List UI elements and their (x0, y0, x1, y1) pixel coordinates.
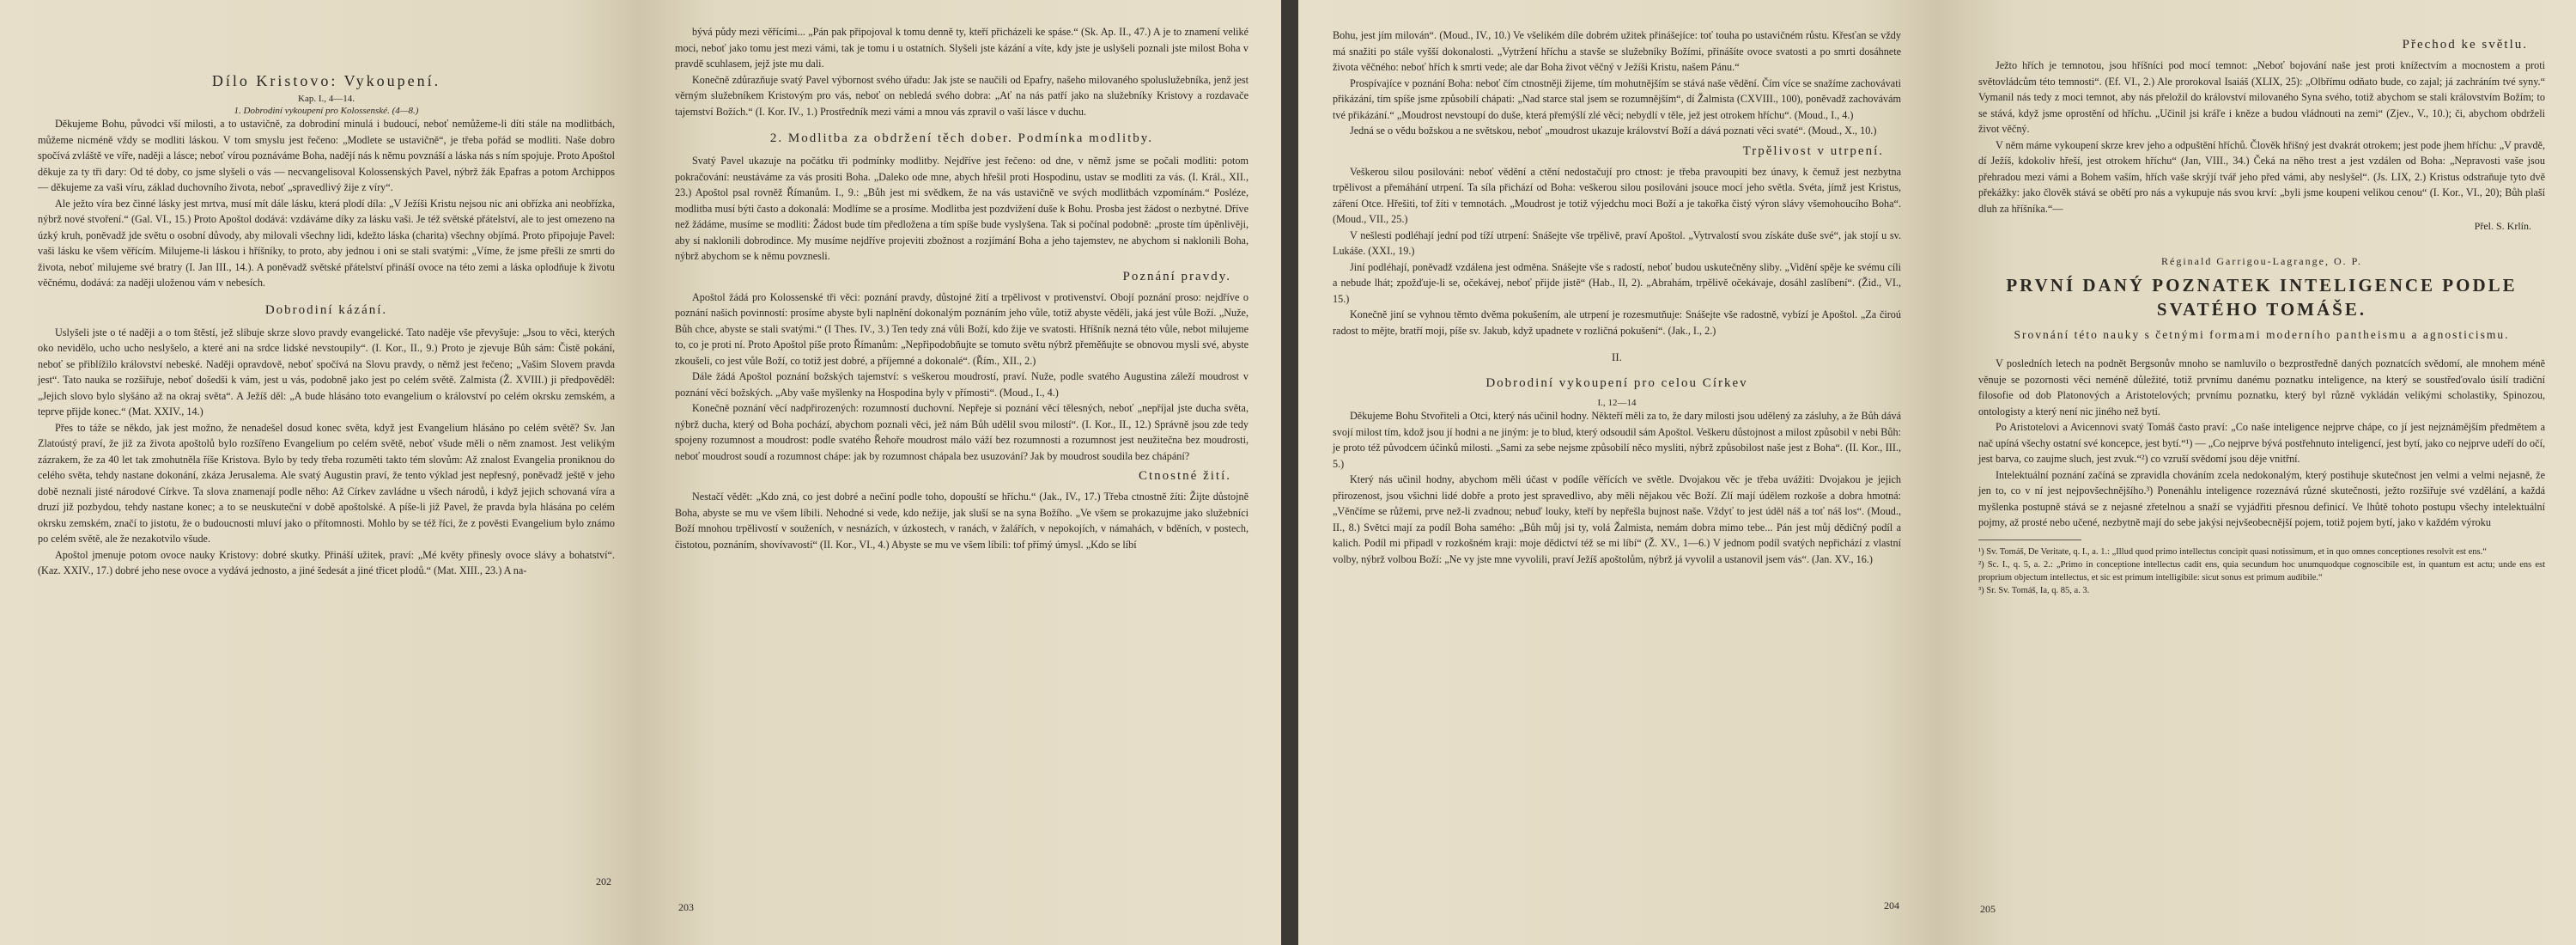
page-202 (0, 0, 641, 945)
section-heading: Poznání pravdy. (1122, 269, 1231, 284)
section-heading: Dobrodiní kázání. (264, 302, 388, 317)
section-heading: Ctnostné žití. (1139, 469, 1231, 483)
paragraph: Konečně poznání věcí nadpřirozených: rozumností duchovní. Nepřeje si poznání věcí tělesných, neboť „nepříjal jste ducha světa, nýbrž ducha, který od Boha pochází, abychom poznali věci, jež nám Bůh udělil svou milostí“. (I. Kor., II., 12.) Správně jsou zde tedy spojeny rozumnost a moudrost: podle svatého Řehoře moudrost málo váží bez rozumnosti a rozumnost jest neužitečna bez moudrosti, neboť moudrost soudí a rozumnost chápe: jak by rozumnost chápala bez usuzování? Jak by moudrost soudila bez chápání? (675, 402, 1249, 462)
article-author: Réginald Garrigou-Lagrange, O. P. (2161, 255, 2362, 267)
paragraph: Bohu, jest jím milován“. (Moud., IV., 10.) Ve všelikém díle dobrém užitek přinášejíce: toť touha po ustavičném růstu. Křesťan se vždy má snažiti po stále vyšší dokonalosti. „Vytržení hříchu a stavše se služebníky Božími, přinášíte ovoce svatosti a po smrti dosáhnete života věčného: neboť hřích k smrti vede; ale dar Boha život věčný v Ježíši Kristu, našem Pánu.“ (1333, 29, 1901, 73)
paragraph: Uslyšeli jste o té naději a o tom štěstí, jež slibuje skrze slovo pravdy evangelické. Tato naděje vše převyšuje: „Jsou to věci, kterých oko nevidělo, ucho ucho neslyšelo, a které ani na srdce lidské nevstoupily“. (I. Kor., II., 9.) Proto je zjevuje Bůh sám: Čistě pokání, neboť se přiblížilo království nebeské. Naději opravdově, neboť spočívá na Slovu pravdy, o němž jest řečeno; „Vašim Slovem pravda jest“. Tato nauka se rozšiřuje, neboť došedši k vám, jest u vás, podobně jako jest po celém světě. Zalmista (Ž. XVIII.) ji předpověděl: „Jejich slovo bylo slyšáno až na okraj světa“. A Ježíš děl: „A bude hlásáno toto evangelium o království po celém okrsku zemském, a teprve přijde konec.“ (Mat. XXIV., 14.) (38, 326, 615, 418)
paragraph: Veškerou silou posilováni: neboť vědění a ctění nedostačují pro ctnost: je třeba pravoupiti bez únavy, k čemuž jest nezbytna trpělivost a přemáhání utrpení. Ta síla přichází od Boha: veškerou silou posilováni jsouce mocí jeho světla. Svéta, jímž jest Kristus, záření Otce. Hřešiti, tof žíti v temnotách. „Moudrost je totiž výjedchu moci Boží a je takořka čistý výron slávy všemohoucího Boha“. (Moud., VII., 25.) (1333, 165, 1901, 225)
chapter-reference: Kap. I., 4—14. (298, 94, 355, 104)
paragraph: Apoštol jmenuje potom ovoce nauky Kristovy: dobré skutky. Přináší užitek, praví: „Mé květy přinesly ovoce slávy a bohatství“. (Kaz. XXIV., 17.) dobré jeho nese ovoce a vydává jednosto, a jiné šedesát a jiné třicet plodů.“ (Mat. XIII., 23.) A na- (38, 548, 615, 576)
page-202-content (38, 72, 615, 579)
paragraph: Jedná se o vědu božskou a ne světskou, neboť „moudrost ukazuje království Boží a dává poznati věci svaté“. (Moud., X., 10.) (1350, 125, 1877, 137)
paragraph: Intelektuální poznání začíná se zpravidla chováním zcela nedokonalým, který postihuje skutečnost jen velmi a velmi nejasně, že jen to, co v ní jest nejpovšechnějšího.³) Ponenáhlu inteligence rozeznává různé skutečnosti, ježto rozšiřuje své vzdělání, a každá myšlenka postupně stává se z nejasné zřetelnou a snaží se vyjádřiti přesnou definicí. Ve lhůtě tohoto postupu všechy intelektuální pojmy, až prosté nebo učené, nezbytně mají do sebe jakýsi nejvšeobecnější pojem, totiž pojem bytí, jako v každém výroku (1978, 468, 2545, 528)
section-reference: I., 12—14 (1597, 398, 1637, 408)
paragraph: Apoštol žádá pro Kolossenské tři věci: poznání pravdy, důstojné žití a trpělivost v protivenství. Obojí poznání proso: nejdříve o poznání našich povinností: prosíme abyste byli naplnění dokonalým poznáním jeho vůle, totiž abyste věděli, jaká jest vůle Boží. „Nuže, Bůh chce, abyste se stali svatými.“ (I Thes. IV., 3.) Ten tedy zná vůli Boží, kdo žije ve svatosti. Hříšník nezná této vůle, nebot milujeme to, co je proti ní. Proto Apoštol píše proto Římanům: „Nepřipodobňujte se tomuto světu nýbrž přeměňujte se obnovou mysli své, abyste zkoušeli, co jest vůle Boží, co totiž jest dobré, a příjemné a dokonalé“. (Řím., XII., 2.) (675, 290, 1249, 367)
chapter-title: Dílo Kristovo: Vykoupení. (211, 72, 441, 89)
paragraph: Nestačí vědět: „Kdo zná, co jest dobré a nečiní podle toho, dopouští se hříchu.“ (Jak., IV., 17.) Třeba ctnostně žíti: Žijte důstojně Boha, abyste se mu ve všem líbili. Nehodné si vede, kdo nežije, jak sluší se na syna Božího. „Ve všem se prokazujme jako služebníci Boží mnohou trpělivostí v souženích, v nesnázích, v úzkostech, v ranách, v žalářích, v nepokojích, v námahách, v bděních, v postech, čistotou, poznáním, shovívavostí“ (II. Kor., VI., 4.) Abyste se mu ve všem líbili: tof přímý úmysl. „Kdo se líbí (675, 491, 1249, 551)
paragraph: Ale ježto víra bez činné lásky jest mrtva, musí mít dále lásku, která plodí díla: „V Ježíši Kristu nejsou nic ani obřízka ani neobřízka, nýbrž nové stvoření.“ (Gal. VI., 15.) Proto Apoštol dodává: vzdáváme díky za lásku vaši. Je též světské přátelství, ale to jest omezeno na úzký kruh, poněvadž jde světu o osobní důvody, aby milovali všechny lidi, kdežto láska (charita) všechny objímá. Proto připojuje Pavel: vaši lásku ke všem věřícím. Milujeme-li láskou i hříšníky, to proto, aby jednou i oni se stali svatými: „Víme, že jsme přešli ze smrti do života, neboť milujeme své bratry (I. Jan III., 14.). A poněvadž světské přátelství přináší ovoce na této zemi a láska oplodňuje k životu věčnému, dodává: za naději uloženou vám v nebesích. (38, 197, 615, 289)
paragraph: bývá půdy mezi věřícími... „Pán pak připojoval k tomu denně ty, kteří přicházeli ke spáse.“ (Sk. Ap. II., 47.) A je to znamení veliké moci, neboť jako tomu jest mezi vámi, tak je tomu i u ostatních. Slyšeli jste kázání a víte, kdy jste je uslyšeli poznali jste milost Boha v pravdě scuhlasem, jejž jste mu dali. (675, 26, 1249, 70)
right-spread (1298, 0, 2576, 945)
footnote: ¹) Sv. Tomáš, De Veritate, q. I., a. 1.: „Illud quod primo intellectus concipit quasi notissimum, et in quo omnes conceptiones resolvit est ens.“ (1978, 546, 2487, 557)
paragraph: Ježto hřích je temnotou, jsou hříšníci pod mocí temnot: „Neboť bojování naše jest proti knížectvím a mocnostem a proti světovládcům této temnosti“. (Ef. VI., 2.) Ale prorokoval Isaiáš (XLIX, 25): „Olbřímu odňato bude, co zajal; já zachráním tvé syny.“ Vymanil nás tedy z moci temnot, aby nás přeložil do království milovaného Syna svého, totiž abychom se stali královstvím Božím; to se stává, když jsme oprostění od hříchu. „Učinil jsi kráľe i kněze a budou vládnouti na zemi“ (Zjev., V., 10.); či, abychom obdrželi život věčný. (1978, 59, 2545, 135)
paragraph: Svatý Pavel ukazuje na počátku tři podmínky modlitby. Nejdříve jest řečeno: od dne, v němž jsme se počali modliti: potom pokračování: neustáváme za vás prositi Boha. „Daleko ode mne, abych hřešil proti Hospodinu, ustav se modliti za vás. (I. Král., XII., 23.) Apoštol psal rovněž Římanům. I., 9.: „Bůh jest mi svědkem, že na vás ustavičně ve svých modlitbách vzpomínám.“ Posléze, modlitba musí býti často a dokonalá: Modlíme se a prosíme. Modlitba jest pozdvižení duše k Bohu. Prosba jest žádost o nezbytné. Dříve než žádáme, musíme se modliti: Žádost bude tím předložena a tím spíše bude vyslyšena. Tak si počínal podobně: „proste tím úpěnlivěji, aby si naklonili dobrodince. My musíme nejdříve projeviti zbožnost a rozjímání Boha a jeho tajemstev, ne abychom si naklonili Boha, nýbrž abychom se k němu povznesli. (675, 155, 1249, 262)
paragraph: Děkujeme Bohu, původci vší milosti, a to ustavičně, za dobrodiní minulá i budoucí, neboť nemůžeme-li díti stále na modlitbách, můžeme nicméně vždy se modliti láskou. V tom smyslu jest řečeno: „Modlete se ustavičně“, je třeba pořád se modliti. Naše dobro spočívá zvláště ve víře, naději a lásce; neboť vírou poznáváme Boha, nadějí nás k němu povznáší a láska nás s ním spojuje. Proto Apoštol děkuje za ty tři dary: Od té doby, co jsme slyšeli o vás — necvangelisoval Kolossenských Pavel, nýbrž žák Epafras a potom Archippos — děkujeme za vaši víru, základ duchovního života, neboť „spravedlivý žije z víry“. (38, 118, 615, 193)
page-204-content (1333, 27, 1901, 567)
section-heading: 2. Modlitba za obdržení těch dober. Podmínka modlitby. (769, 131, 1154, 145)
article-subtitle: Srovnání této nauky s četnými formami moderního pantheismu a agnosticismu. (2014, 328, 2510, 341)
part-number: II. (1612, 351, 1622, 363)
paragraph: Přes to táže se někdo, jak jest možno, že nenadešel dosud konec světa, když jest Evangelium hlásáno po celém světě? Sv. Jan Zlatoústý praví, že již za života apoštolů bylo rozšířeno Evangelium po celém světě, neboť všude měli o něm znamost. Jest velikým zázrakem, že za 40 let tak zmohutněla říše Kristova. Bylo by tedy třeba rozuměti takto tém slovům: Až znalost Evangelia proniknou do celého světa, tehdy nastane dokonání, zkáza Jerusalema. Ale svatý Augustin praví, že tento výklad jest nepřesný, poněvadž ještě v jeho době neznali jisté národové Církve. Ta slova znamenají podle něho: Až Církev zavládne u všech národů, i když jejich schovaná víra a druzí již pozbydou, tehdy nastane konec; a to se neuskuteční v době apoštolské. A píše-li již Pavel, že pravda byla hlásána po celém okrsku zemském, značí to jistotu, že o budoucnosti mluví jako o přítomnosti. Mohlo by se též říci, že z pověsti Evangelium bylo známo po celém světě, ale že nezakotvilo všude. (38, 421, 615, 545)
page-number: 204 (1884, 899, 1899, 911)
page-number: 203 (678, 901, 694, 913)
gutter (1281, 0, 1298, 945)
paragraph: Konečně jiní se vyhnou těmto dvěma pokušením, ale utrpení je rozesmutňuje: Snášejte vše radostně, vybízí je Apoštol. „Za čiroú radost to mějte, bratří moji, píše sv. Jakub, když upadnete v rozličná pokušení“. (Jak., I., 2.) (1333, 308, 1901, 337)
page-203 (641, 0, 1281, 945)
page-number: 202 (596, 875, 611, 887)
footnote: ²) Sc. I., q. 5, a. 2.: „Primo in conceptione intellectus cadit ens, quia secundum hoc unumquodque cognoscibile est, in quantum est actu; unde ens est proprium objectum intellectus, et sic est primum intelligibile: sicut sonus est primum audibile.“ (1978, 559, 2545, 582)
paragraph: V něm máme vykoupení skrze krev jeho a odpuštění hříchů. Člověk hřišný jest dvakrát otrokem; jest pode jhem hříchu: „V pravdě, dí Ježíš, kdokoliv hřeší, jest otrokem hříchu“ (Jan, VIII., 34.) Čeká na něho trest a jest vzdálen od Boha: „Nepravosti vaše jsou přehradou mezi vámi a Bohem vaším, hřích vaše skrýjí tvář jeho před vámi, aby neslyšel“. (Js. LIX, 2.) Kristus odstraňuje tyto dvě překážky: jako člověk stává se obětí pro nás a vykupuje nás svou krví: „byli jsme koupeni velikou cenou“ (I. Kor., VI., 20); Bůh plaší dluh za hříšníka.“— (1978, 138, 2545, 215)
paragraph: Který nás učinil hodny, abychom měli účast v podíle věřících ve světle. Dvojakou věc je třeba uvážiti: Dvojakou je jejich přirozenost, jsou všichni lidé dobře a proto jest spravedlivo, aby měli nějakou věc Boží. Zlí mají údělem rozkoše a dobra hmotná: „Věnčíme se růžemi, prve než-li zvadnou; nebuď louky, kteří by nepřešla bujnost naše. Vždyť to jest úděl náš a toť náš los“. (Moud., II., 8.) Světci mají za podíl Boha samého: „Bůh můj jsi ty, volá Žalmista, nemám dobra mimo tebe... Pán jest můj dědičný podíl a kalich. Podíl mi připadl v rozkošném kraji: moje dědictví též se mi líbí“ (Ž. XV., 1—6.) V jednom podíl svatých nepřichází z vlastní volby, nýbrž volbou Boží: „Ne vy jste mne vyvolili, praví Ježíš apoštolům, nýbrž já vyvolil a ustanovil jsem vás“. (Jan. XV., 16.) (1333, 473, 1901, 565)
paragraph: V nešlesti podléhají jední pod tíží utrpení: Snášejte vše trpělivě, praví Apoštol. „Vytrvalostí svou získáte duše své“, jak stojí u sv. Lukáše. (XXI., 19.) (1333, 229, 1901, 257)
page-number: 205 (1980, 903, 1996, 915)
paragraph: Konečně zdůrazňuje svatý Pavel výbornost svého úřadu: Jak jste se naučili od Epafry, našeho milovaného spoluslužebníka, jenž jest věrným služebníkem Kristovým pro vás, neboť on nebledá svého dobra: „Ať na nás patří jako na služebníky Kristovy a rozdavače tajemství Božích.“ (I. Kor. IV., 1.) Prostředník mezi vámi a mnou vás zpravil o vaší lásce v duchu. (675, 73, 1249, 118)
paragraph: V posledních letech na podnět Bergsonův mnoho se namluvilo o bezprostředně daných poznatcích svědomí, ale mnohem méně věnuje se pozornosti věci neméně důležité, totiž prvnímu danému poznatku inteligence, na který se soustřeďovalo úsilí tradiční filosofie od dob Platonových a Aristotelových; prvnímu poznatku, který byl různě vykládán velikými scholastiky, Spinozou, ontologisty a který není nic jiného než bytí. (1978, 357, 2545, 418)
paragraph: Po Aristotelovi a Avicennovi svatý Tomáš často praví: „Co naše inteligence nejprve chápe, co jí jest nejznámějším předmětem a nač upíná všechy ostatní své koncepce, jest bytí.“¹) — „Co nejprve bývá postřehnuto inteligencí, jest bytí, jako co nejprve udeří do očí, jest barva, co zaujme sluch, jest zvuk.“²) co vzruší svědomí jsou děje vnitřní. (1978, 421, 2545, 465)
page-205 (1939, 0, 2576, 945)
paragraph: Děkujeme Bohu Stvořiteli a Otci, který nás učinil hodny. Někteří měli za to, že dary milosti jsou udělený za zásluhy, a že Bůh dává svojí milost tím, kdož jsou jí hodni a ne jiným: je to blud, který odsoudil sám Apoštol. Veškeru důstojnost a milost způsobil v nebi Bůh: je proto též původcem účinků milosti. „Sami za sebe nejsme způsobilí něco mysliti, nýbrž způsobilost naše jest z Boha“. (II. Kor., III., 5.) (1333, 410, 1901, 470)
section-heading: Dobrodiní vykoupení pro celou Církev (1485, 376, 1748, 390)
section-heading: Trpělivost v utrpení. (1742, 143, 1884, 158)
left-spread (0, 0, 1281, 945)
paragraph: Jiní podléhají, poněvadž vzdálena jest odměna. Snášejte vše s radostí, neboť budou uskutečněny sliby. „Vidění spěje ke svému cíli a nebude lhát; zpožďuje-li se, očekávej, neboť přijde jistě“ (Hab., II, 2). „Abrahám, trpělivě očekávaje, dosáhl zaslíbení“. (Žid., VI., 15.) (1333, 260, 1901, 305)
paragraph: Dále žádá Apoštol poznání božských tajemství: s veškerou moudrostí, praví. Nuže, podle svatého Augustina záleží moudrost v poznání věcí božských. „Aby vaše myšlenky na Hospodina byly v přímosti“. (Moud., I., 4.) (675, 370, 1249, 399)
translator-signature: Přel. S. Krlín. (2474, 220, 2531, 232)
page-203-content (675, 24, 1249, 552)
page-204 (1298, 0, 1939, 945)
page-205-content (1978, 33, 2545, 597)
article-title: PRVNÍ DANÝ POZNATEK INTELIGENCE PODLE SVATÉHO TOMÁŠE. (2006, 275, 2518, 320)
paragraph: Prospívajíce v poznání Boha: neboť čím ctnostněji žijeme, tím mohutnějším se stává naše vědění. Čím více se snažíme zachovávati přikázání, tím spíše jsme způsobilí chápati: „Nad starce stal jsem se rozumnějším“, dí Žalmista (CXVIII., 100), poněvadž zachovávám tvé přikázání.“ „Moudrost nevstoupí do duše, která přemýšlí zlé věci; nebydlí v těle, jež jest otrokem hříchu“. (Moud., I., 4.) (1333, 76, 1901, 121)
chapter-intro: 1. Dobrodiní vykoupení pro Kolossenské. (4—8.) (234, 106, 419, 116)
footnote: ³) Sr. Sv. Tomáš, Ia, q. 85, a. 3. (1978, 585, 2090, 595)
section-heading: Přechod ke světlu. (2402, 38, 2528, 52)
